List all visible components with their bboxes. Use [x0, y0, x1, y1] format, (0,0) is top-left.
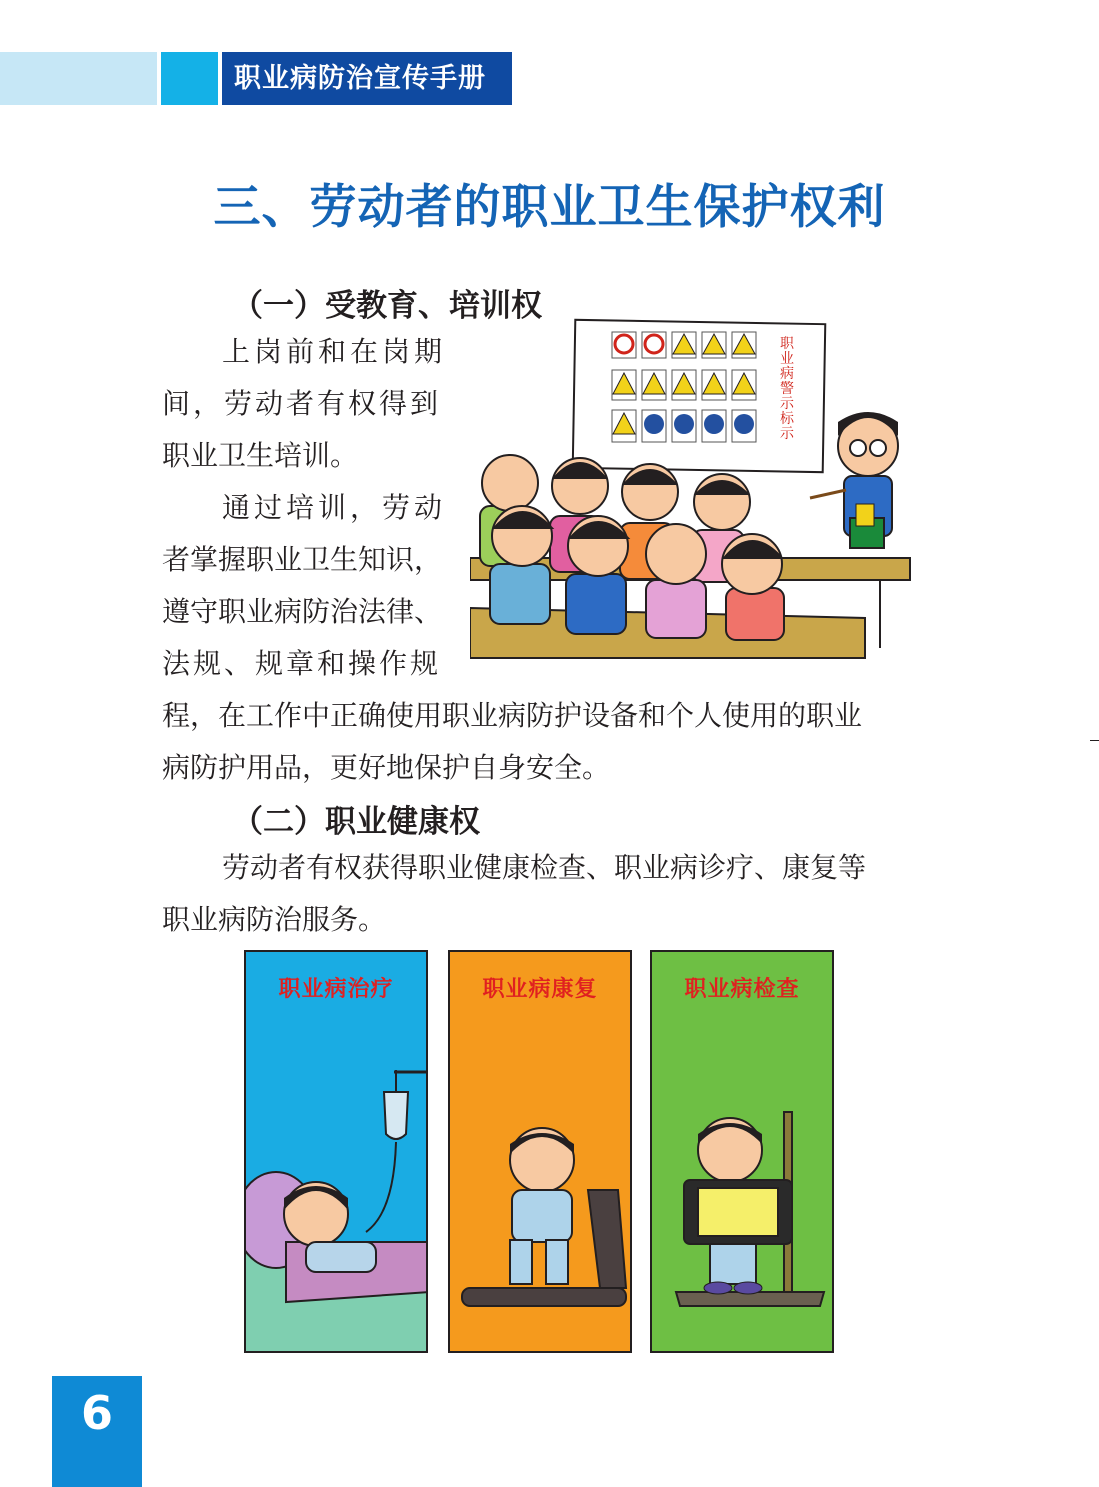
page-title: 三、劳动者的职业卫生保护权利 — [213, 180, 886, 235]
section1-line: 病防护用品，更好地保护自身安全。 — [162, 751, 611, 784]
examination-illustration — [652, 952, 834, 1353]
board-label: 职业病警示标示 — [780, 336, 794, 442]
section1-line: 上岗前和在岗期 — [222, 335, 447, 368]
section1-line: 者掌握职业卫生知识， — [162, 543, 443, 576]
section2-line: 职业病防治服务。 — [162, 903, 387, 936]
panel-label: 职业病康复 — [482, 977, 598, 1002]
section1-line: 通过培训，劳动 — [222, 491, 447, 524]
page-number: 6 — [52, 1376, 142, 1487]
panel-rehabilitation — [448, 950, 632, 1353]
treatment-illustration — [246, 952, 428, 1353]
panel-examination — [650, 950, 834, 1353]
panel-label: 职业病治疗 — [278, 977, 394, 1002]
section1-heading: （一）受教育、培训权 — [232, 288, 542, 324]
section1-line: 间，劳动者有权得到 — [162, 387, 442, 420]
header-band-light — [0, 52, 157, 105]
section1-line: 法规、规章和操作规 — [162, 647, 442, 680]
crop-mark — [1090, 740, 1099, 741]
section2-heading: （二）职业健康权 — [232, 804, 480, 840]
panel-treatment — [244, 950, 428, 1353]
section1-line: 程，在工作中正确使用职业病防护设备和个人使用的职业 — [162, 699, 863, 732]
rehabilitation-illustration — [450, 952, 632, 1353]
section1-line: 遵守职业病防治法律、 — [162, 595, 443, 628]
panel-label: 职业病检查 — [684, 977, 800, 1002]
section1-line: 职业卫生培训。 — [162, 439, 359, 472]
section2-line: 劳动者有权获得职业健康检查、职业病诊疗、康复等 — [222, 851, 867, 884]
header-band-mid — [161, 52, 218, 105]
warning-signs-grid — [612, 332, 756, 442]
classroom-illustration — [470, 318, 915, 663]
header-title: 职业病防治宣传手册 — [222, 52, 512, 105]
